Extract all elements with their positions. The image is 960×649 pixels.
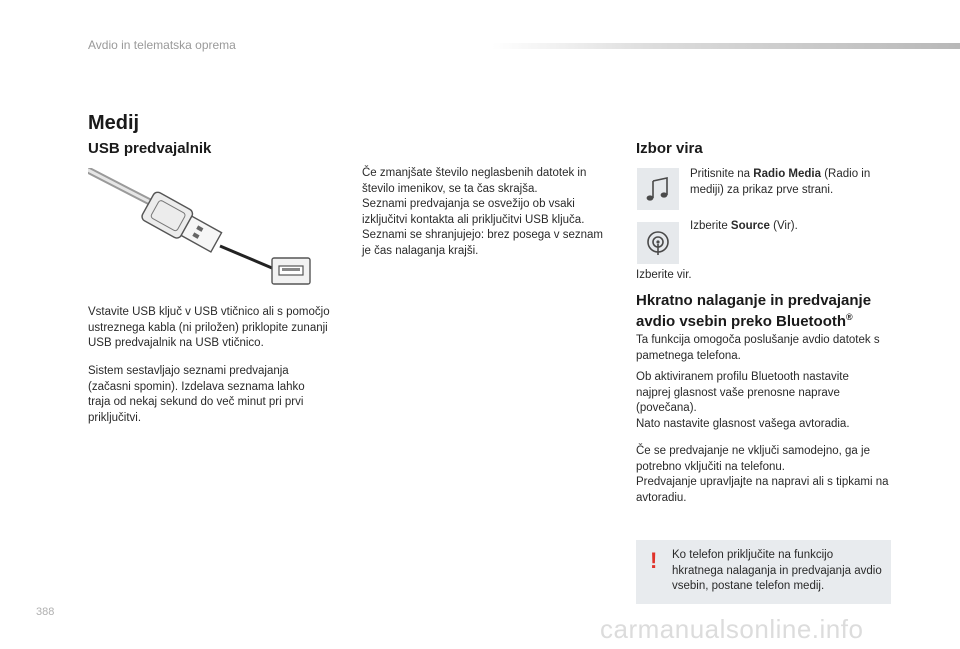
source-heading: Izbor vira	[636, 140, 703, 157]
source-step2-post: (Vir).	[769, 220, 798, 232]
watermark: carmanualsonline.info	[600, 614, 864, 644]
page-number: 388	[36, 606, 55, 618]
source-step1	[690, 167, 890, 198]
middle-para2: Seznami predvajanja se osvežijo ob vsaki izključitvi kontakta ali priključitvi USB ključa.	[362, 198, 585, 226]
bluetooth-para1: Ta funkcija omogoča poslušanje avdio datotek s pametnega telefona.	[636, 334, 880, 362]
bluetooth-para2a: Ob aktiviranem profilu Bluetooth nastavite najprej glasnost vaše prenosne naprave (povečana).	[636, 371, 849, 414]
note-text: Ko telefon priključite na funkcijo hkratnega nalaganja in predvajanja avdio vsebin, postane telefon medij.	[672, 549, 882, 592]
bluetooth-heading-line2: avdio vsebin preko Bluetooth	[636, 313, 847, 330]
bluetooth-para2b: Nato nastavite glasnost vašega avtoradia.	[636, 417, 850, 430]
bluetooth-heading	[636, 293, 926, 330]
bluetooth-para3b: Predvajanje upravljajte na napravi ali s tipkami na avtoradiu.	[636, 476, 889, 504]
header-bar	[492, 43, 960, 49]
page-title: Medij	[88, 112, 140, 134]
source-step2	[690, 219, 890, 235]
source-step1-post: (Radio in mediji) za prikaz prve strani.	[690, 168, 871, 196]
registered-mark: ®	[846, 312, 853, 322]
usb-illustration	[88, 168, 316, 290]
warning-note	[636, 540, 891, 604]
bluetooth-para3a: Če se predvajanje ne vključi samodejno, ga je potrebno vključiti na telefonu.	[636, 445, 870, 473]
music-note-icon	[637, 168, 679, 210]
usb-heading: USB predvajalnik	[88, 140, 212, 157]
source-step3: Izberite vir.	[636, 269, 692, 281]
warning-icon: !	[650, 548, 658, 573]
bluetooth-para3	[636, 444, 894, 506]
source-step1-pre: Pritisnite na	[690, 168, 754, 180]
bluetooth-heading-line1: Hkratno nalaganje in predvajanje	[636, 292, 872, 309]
header-title: Avdio in telematska oprema	[88, 38, 236, 52]
bluetooth-para2	[636, 370, 886, 432]
middle-para3: Seznami se shranjujejo: brez posega v seznam je čas nalaganja krajši.	[362, 229, 603, 257]
source-icon	[637, 222, 679, 264]
radio-media-label: Radio Media	[753, 168, 822, 180]
usb-para1: Vstavite USB ključ v USB vtičnico ali s pomočjo ustreznega kabla (ni priložen) priklopite zunanji USB predvajalnik na USB vtičnico.	[88, 306, 330, 349]
middle-para1: Če zmanjšate število neglasbenih datotek in število imenikov, se ta čas skrajša.	[362, 167, 587, 195]
middle-text	[362, 166, 608, 259]
source-label: Source	[730, 220, 770, 232]
usb-para2: Sistem sestavljajo seznami predvajanja (začasni spomin). Izdelava seznama lahko traja od nekaj sekund do več minut pri prvi priključitvi.	[88, 365, 305, 424]
source-step2-pre: Izberite	[690, 220, 731, 232]
